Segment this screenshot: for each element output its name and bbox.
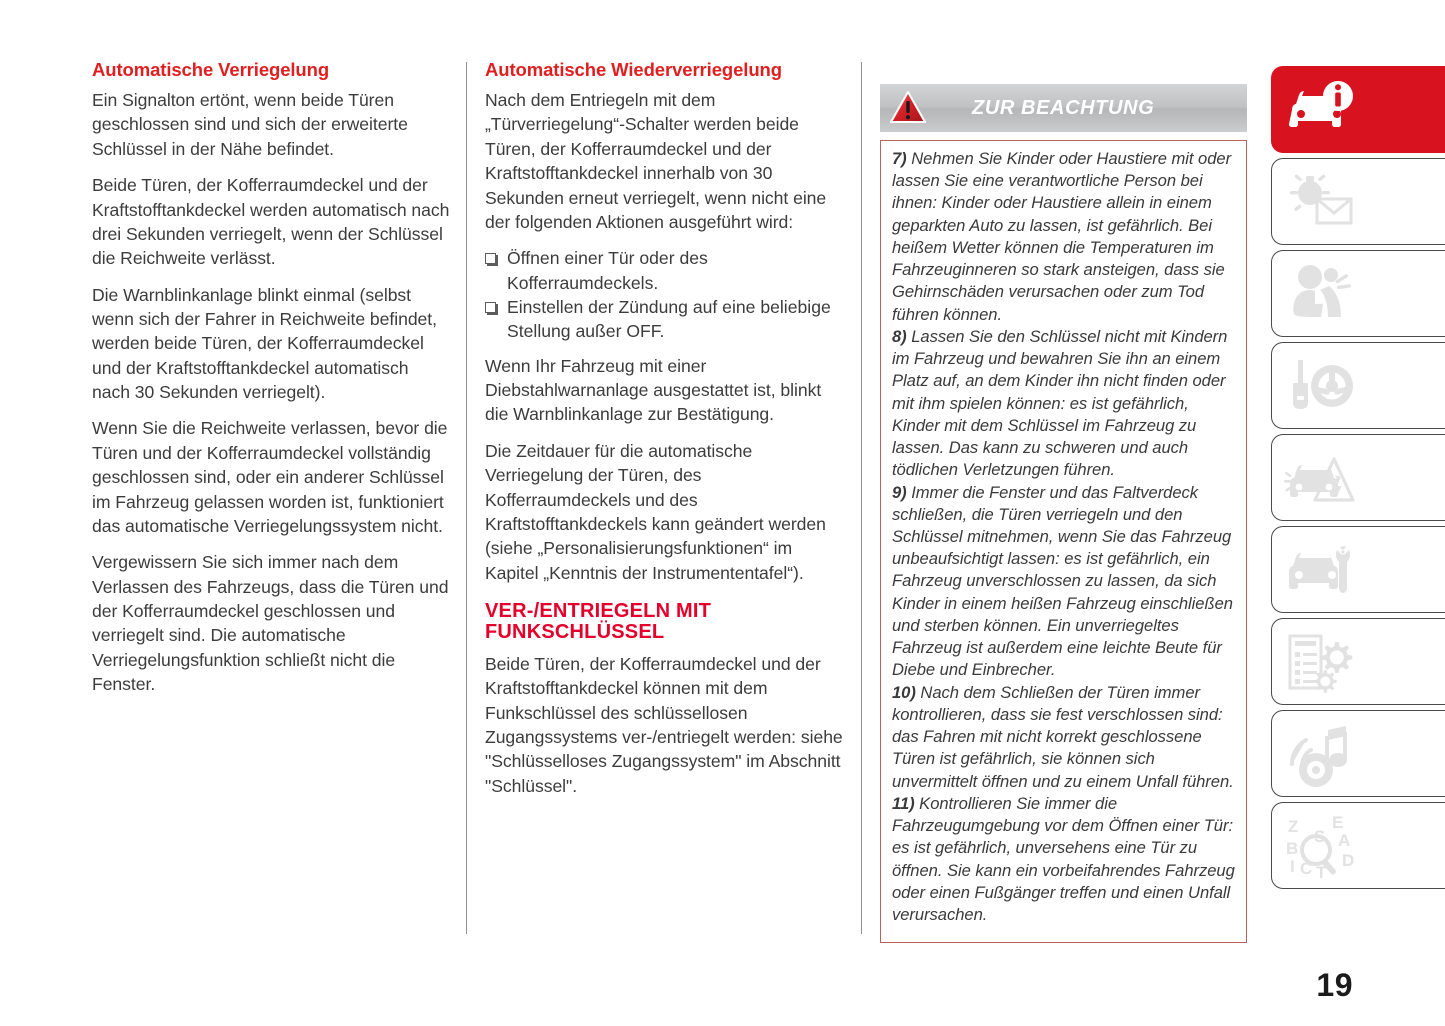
column2-section-paragraph-1: Beide Türen, der Kofferraumdeckel und der Kraftstofftankdeckel können mit dem Funkschlüssel des schlüssellosen Zugangssystems ver-/entriegelt werden: siehe "Schlüsselloses Zugangssystem" im Abschnitt "Schlüssel". — [485, 653, 843, 796]
warning-lights-messages-icon — [1282, 166, 1356, 238]
text-column-2 — [485, 58, 843, 810]
warning-item-11: 11) Kontrollieren Sie immer die Fahrzeugumgebung vor dem Öffnen einer Tür: es ist gefährlich, unversehens eine Tür zu öffnen. Sie kann ein vorbeifahrendes Fahrzeug oder einen Fußgänger treffen und einen Unfall verursachen. — [892, 793, 1235, 924]
tab-key-steering-start[interactable] — [1271, 342, 1445, 429]
technical-specifications-icon — [1282, 626, 1356, 698]
warning-panel-body — [880, 140, 1247, 943]
column1-heading: Automatische Verriegelung — [92, 59, 330, 80]
occupant-safety-icon — [1282, 258, 1356, 330]
car-maintenance-icon — [1282, 534, 1356, 606]
tab-multimedia[interactable] — [1271, 710, 1445, 797]
emergency-icon — [1282, 442, 1356, 514]
key-steering-start-icon — [1282, 350, 1356, 422]
list-item-label: Einstellen der Zündung auf eine beliebige Stellung außer OFF. — [507, 297, 831, 342]
svg-text:E: E — [1332, 813, 1344, 832]
tab-car-info[interactable] — [1271, 66, 1445, 153]
list-item-label: Öffnen einer Tür oder des Kofferraumdeckels. — [507, 248, 708, 293]
svg-text:S: S — [1314, 827, 1326, 846]
car-info-icon — [1282, 74, 1356, 146]
svg-text:I: I — [1290, 857, 1295, 876]
warning-panel-title: ZUR BEACHTUNG — [972, 96, 1155, 119]
multimedia-icon — [1282, 718, 1356, 790]
warning-item-9: 9) Immer die Fenster und das Faltverdeck schließen, die Türen verriegeln und den Schlüssel mitnehmen, wenn Sie das Fahrzeug unbeaufsichtigt lassen: es ist gefährlich, ein Fahrzeug unverschlossen zu lassen, da sich Kinder in einem heißen Fahrzeug einschließen und sterben können. Ein unverriegeltes Fahrzeug ist außerdem eine leichte Beute für Diebe und Einbrecher. — [892, 482, 1233, 680]
column1-paragraph-3: Die Warnblinkanlage blinkt einmal (selbst wenn sich der Fahrer in Reichweite befindet, werden beide Türen, der Kofferraumdeckel und der Kraftstofftankdeckel automatisch nach 30 Sekunden verriegelt). — [92, 284, 437, 403]
column2-paragraph-1: Wenn Ihr Fahrzeug mit einer Diebstahlwarnanlage ausgestattet ist, blinkt die Warnblinkanlage zur Bestätigung. — [485, 355, 822, 425]
tab-warning-lights-messages[interactable] — [1271, 158, 1445, 245]
warning-triangle-icon — [888, 88, 928, 128]
column2-heading: Automatische Wiederverriegelung — [485, 59, 782, 80]
column2-section-heading: VER-/ENTRIEGELN MIT FUNKSCHLÜSSEL — [485, 599, 712, 643]
column1-paragraph-1: Ein Signalton ertönt, wenn beide Türen geschlossen sind und sich der erweiterte Schlüssel in der Nähe befindet. — [92, 90, 408, 159]
warning-panel — [880, 84, 1247, 943]
svg-text:Z: Z — [1288, 817, 1299, 836]
svg-text:B: B — [1286, 839, 1299, 858]
column2-paragraph-2: Die Zeitdauer für die automatische Verriegelung der Türen, des Kofferraumdeckels und des Kraftstofftankdeckels kann geändert werden (siehe „Personalisierungsfunktionen“ im Kapitel „Kenntnis der Instrumententafel“). — [485, 440, 826, 583]
column-divider-1 — [466, 62, 467, 934]
tab-car-maintenance[interactable] — [1271, 526, 1445, 613]
svg-text:D: D — [1342, 851, 1355, 870]
column1-paragraph-4: Wenn Sie die Reichweite verlassen, bevor die Türen und der Kofferraumdeckel vollständig geschlossen sind, oder ein anderer Schlüssel im Fahrzeug gelassen worden ist, funktioniert das automatische Verriegelungssystem nicht. — [92, 418, 448, 536]
warning-item-10: 10) Nach dem Schließen der Türen immer kontrollieren, dass sie fest verschlossen sind: das Fahren mit nicht korrekt geschlossene Türen ist gefährlich, sie können sich unvermittelt öffnen und zu einem Unfall führen. — [892, 682, 1234, 791]
square-bullet-icon — [485, 302, 496, 313]
svg-text:C: C — [1300, 859, 1313, 878]
svg-text:A: A — [1338, 831, 1351, 850]
tab-occupant-safety[interactable] — [1271, 250, 1445, 337]
tab-alphabetical-index[interactable] — [1271, 802, 1445, 889]
warning-item-7: 7) Nehmen Sie Kinder oder Haustiere mit oder lassen Sie eine verantwortliche Person bei ihnen: Kinder oder Haustiere allein in einem geparkten Auto zu lassen, ist gefährlich. Bei heißem Wetter können die Temperaturen im Fahrzeuginneren so stark ansteigen, dass sie Gehirnschäden verursachen oder zum Tod führen können. — [892, 149, 1232, 324]
warning-panel-header — [880, 84, 1247, 132]
page-number: 19 — [1316, 967, 1353, 1003]
column1-paragraph-5: Vergewissern Sie sich immer nach dem Verlassen des Fahrzeugs, dass die Türen und der Kofferraumdeckel geschlossen und verriegelt sind. Die automatische Verriegelungsfunktion schließt nicht die Fenster. — [92, 552, 449, 695]
warning-item-8: 8) Lassen Sie den Schlüssel nicht mit Kindern im Fahrzeug und bewahren Sie ihn an einem Platz auf, an dem Kinder ihn nicht finden oder mit ihm spielen können: es ist gefährlich, Kinder mit dem Schlüssel im Fahrzeug zu lassen. Das kann zu schweren und auch tödlichen Verletzungen führen. — [892, 326, 1228, 480]
column2-intro-paragraph: Nach dem Entriegeln mit dem „Türverriegelung“-Schalter werden beide Türen, der Kofferraumdeckel und der Kraftstofftankdeckel innerhalb von 30 Sekunden erneut verriegelt, wenn nicht eine der folgenden Aktionen ausgeführt wird: — [485, 90, 827, 232]
chapter-tab-rail — [1271, 66, 1445, 894]
tab-technical-specifications[interactable] — [1271, 618, 1445, 705]
svg-text:T: T — [1316, 863, 1327, 882]
square-bullet-icon — [485, 253, 496, 264]
text-column-1 — [92, 58, 450, 708]
tab-emergency[interactable] — [1271, 434, 1445, 521]
column1-paragraph-2: Beide Türen, der Kofferraumdeckel und der Kraftstofftankdeckel werden automatisch nach drei Sekunden verriegelt, wenn der Schlüssel die Reichweite verlässt. — [92, 175, 450, 269]
list-item — [485, 295, 843, 344]
column2-bullet-list — [485, 246, 843, 343]
alphabetical-index-icon — [1282, 810, 1356, 882]
list-item — [485, 246, 843, 295]
column-divider-2 — [861, 62, 862, 934]
